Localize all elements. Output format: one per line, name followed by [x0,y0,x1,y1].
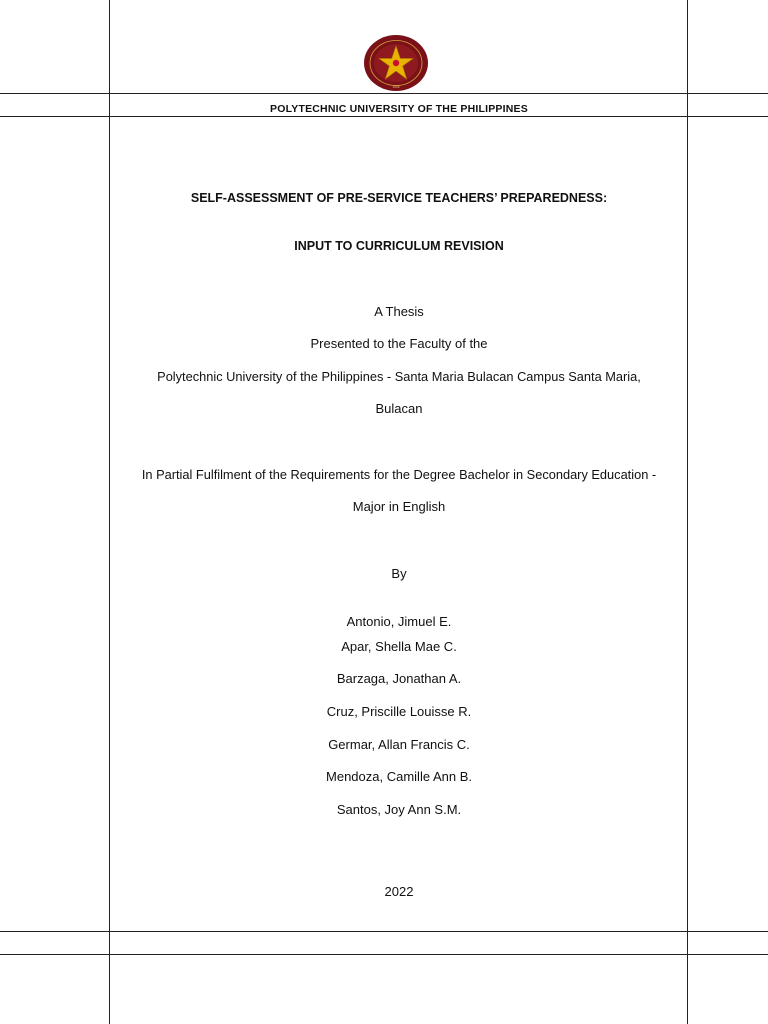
author-name: Apar, Shella Mae C. [341,639,457,654]
footer-top-line [0,931,768,932]
presentation-line-1: A Thesis [374,304,424,319]
footer-bottom-line [0,954,768,955]
thesis-title-line-2: INPUT TO CURRICULUM REVISION [294,239,504,253]
author-name: Antonio, Jimuel E. [346,614,452,629]
left-margin-line [109,0,110,1024]
by-label: By [391,566,407,581]
presentation-line-4: Bulacan [375,401,423,416]
university-name-header: POLYTECHNIC UNIVERSITY OF THE PHILIPPINES [270,103,528,115]
author-name: Barzaga, Jonathan A. [336,671,462,686]
university-seal-icon [363,34,429,92]
header-top-line [0,93,768,94]
presentation-line-3: Polytechnic University of the Philippines - Santa Maria Bulacan Campus Santa Maria, [157,369,641,384]
author-name: Germar, Allan Francis C. [328,737,470,752]
fulfilment-line-2: Major in English [352,499,446,514]
thesis-title-line-1: SELF-ASSESSMENT OF PRE-SERVICE TEACHERS’ PREPAREDNESS: [190,191,608,205]
svg-text:1904: 1904 [392,85,400,89]
author-name: Santos, Joy Ann S.M. [336,802,462,817]
fulfilment-line-1: In Partial Fulfilment of the Requirements for the Degree Bachelor in Secondary Education - [141,467,657,482]
presentation-line-2: Presented to the Faculty of the [310,336,488,351]
author-name: Mendoza, Camille Ann B. [326,769,472,784]
author-name: Cruz, Priscille Louisse R. [326,704,472,719]
right-margin-line [687,0,688,1024]
thesis-year: 2022 [384,884,414,899]
